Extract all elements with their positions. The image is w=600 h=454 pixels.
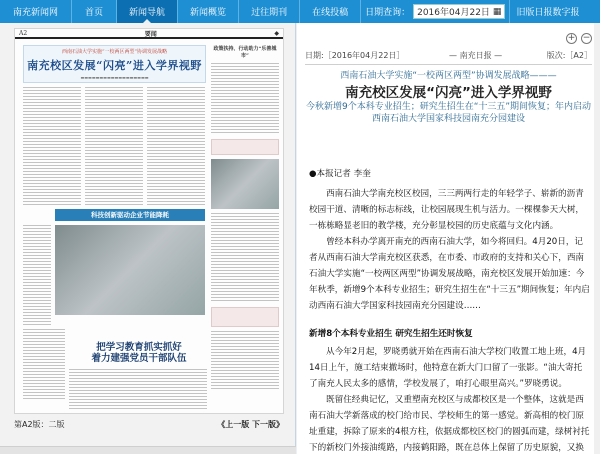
article-pane xyxy=(297,23,600,454)
nav-link-nanchong-news[interactable]: 南充新闻网 xyxy=(0,0,72,23)
zoom-controls xyxy=(566,33,592,44)
zoom-out-icon[interactable]: − xyxy=(582,33,591,43)
study-story-headline-line-2: 着力建强党员干部队伍 xyxy=(91,353,187,364)
newspaper-page-pane xyxy=(0,23,296,454)
date-query-label: 日期查询： xyxy=(365,8,411,18)
article-byline: ●本报记者 李奎 xyxy=(309,169,371,179)
study-story-headline[interactable] xyxy=(69,342,209,364)
article-paragraph: 曾经本科办学离开南充的西南石油大学，如今将回归。4月20日，记者从西南石油大学南充校区获悉，在市委、市政府的支持和关心下，西南石油大学实施“一校两区两型”协调发展战略，南充校区发展开始加速：今年秋季，新增9个本科专业招生；研究生招生在“十三五”期间恢复；年内启动西南石油大学国家科技园南充分园建设…… xyxy=(309,237,590,311)
date-select-value: 2016年04月22日 xyxy=(417,8,490,18)
nav-link-home[interactable]: 首页 xyxy=(72,0,117,23)
article-edition: 版次:［A2］ xyxy=(546,51,592,60)
article-paper-name: — 南充日报 — xyxy=(449,51,503,60)
right-story-headline: 政策扶持、行动助力“乐善城市” xyxy=(213,46,277,59)
horizontal-scrollbar[interactable] xyxy=(0,446,296,454)
right-story-photo xyxy=(211,159,279,209)
page-footer xyxy=(14,419,284,430)
page-header xyxy=(15,29,283,39)
right-story-text xyxy=(211,63,279,135)
nav-link-past-issues[interactable]: 过往期刊 xyxy=(239,0,300,23)
article-deck: 今秋新增9个本科专业招生；研究生招生在“十三五”期间恢复；年内启动西南石油大学国家科技园南充分园建设 xyxy=(305,102,592,124)
right-story-text-2 xyxy=(211,213,279,303)
article-paragraph: 西南石油大学南充校区校园，三三两两行走的年轻学子、崭新的沥青校园干道、清晰的标志标线，让校园展现生机与活力。一棵棵参天大树，一栋栋略显老旧的教学楼，充分彰显校园的历史底蕴与文化内涵。 xyxy=(309,189,585,231)
nav-link-old-edition[interactable]: 旧版日报数字报 xyxy=(516,8,580,18)
tech-story-text xyxy=(23,225,51,325)
vertical-scrollbar[interactable] xyxy=(594,23,600,454)
page-number: A2 xyxy=(19,29,28,37)
article-date: 日期:［2016年04月22日］ xyxy=(305,51,405,60)
newspaper-page-image[interactable] xyxy=(14,28,284,414)
page-pager[interactable]: 《上一版 下一版》 xyxy=(217,420,284,429)
masthead-logo: ◆ xyxy=(274,29,279,37)
main-story-text-col-3 xyxy=(147,87,205,207)
article-section-heading: 新增8个本科专业招生 研究生招生还时恢复 xyxy=(309,329,473,339)
article-paragraph: 既留住经典记忆，又重塑南充校区与成都校区是一个整体，这就是西南石油大学新落成的校门给市民、学校师生的第一感觉。新高相的校门原址重建，拆除了原来的4根方柱，依据成都校区校门的圆弧而建，绿树衬托下的新校门外接油缆路，内接鹤阳路，既在总体上保留了历史原貌，又换 xyxy=(309,395,590,453)
tech-story-banner[interactable]: 科技创新驱动企业节能降耗 xyxy=(55,209,205,221)
article-headline: 南充校区发展“闪亮”进入学界视野 xyxy=(345,85,552,101)
article-meta xyxy=(305,50,592,65)
main-story-headline: 南充校区发展“闪亮”进入学界视野 xyxy=(27,59,202,72)
article-body xyxy=(309,166,590,454)
main-story-deck: ▬▬▬▬▬▬▬▬▬▬▬▬▬▬▬▬▬▬ xyxy=(80,75,149,80)
study-story-text-3 xyxy=(69,369,207,409)
main-story-area[interactable] xyxy=(23,45,206,83)
date-select[interactable] xyxy=(413,4,505,19)
main-story-text-col-1 xyxy=(23,87,81,207)
page-section: 要闻 xyxy=(144,30,157,38)
calendar-icon: ▦ xyxy=(492,6,502,17)
study-story-text-2 xyxy=(23,329,65,399)
date-query xyxy=(361,0,510,23)
top-navigation-bar xyxy=(0,0,600,23)
article-subtitle: 西南石油大学实施“一校两区两型”协调发展战略——— xyxy=(340,71,557,81)
current-page-label: 第A2版：二版 xyxy=(14,420,65,429)
main-story-text-col-2 xyxy=(85,87,143,207)
right-story-box xyxy=(211,139,279,155)
study-story-box xyxy=(211,307,279,327)
nav-link-news-navigation[interactable]: 新闻导航 xyxy=(117,0,178,23)
article-paragraph: 从今年2月起，罗晓勇就开始在西南石油大学校门收置工地上班，4月14日上午，施工结束撤场时，他特意在新大门口留了一张影。“油大寄托了南充人民太多的感情，学校发展了，咱打心眼里高兴。”罗晓勇说。 xyxy=(309,347,587,389)
nav-link-submit[interactable]: 在线投稿 xyxy=(300,0,361,23)
main-story-kicker: 西南石油大学实施“一校两区两型”协调发展战略 xyxy=(61,49,168,55)
tech-story-photo xyxy=(55,225,205,315)
zoom-in-icon[interactable]: + xyxy=(567,33,576,43)
study-story-headline-line-1: 把学习教育抓实抓好 xyxy=(96,342,182,353)
study-story-text xyxy=(211,331,279,391)
nav-link-news-overview[interactable]: 新闻概览 xyxy=(178,0,239,23)
